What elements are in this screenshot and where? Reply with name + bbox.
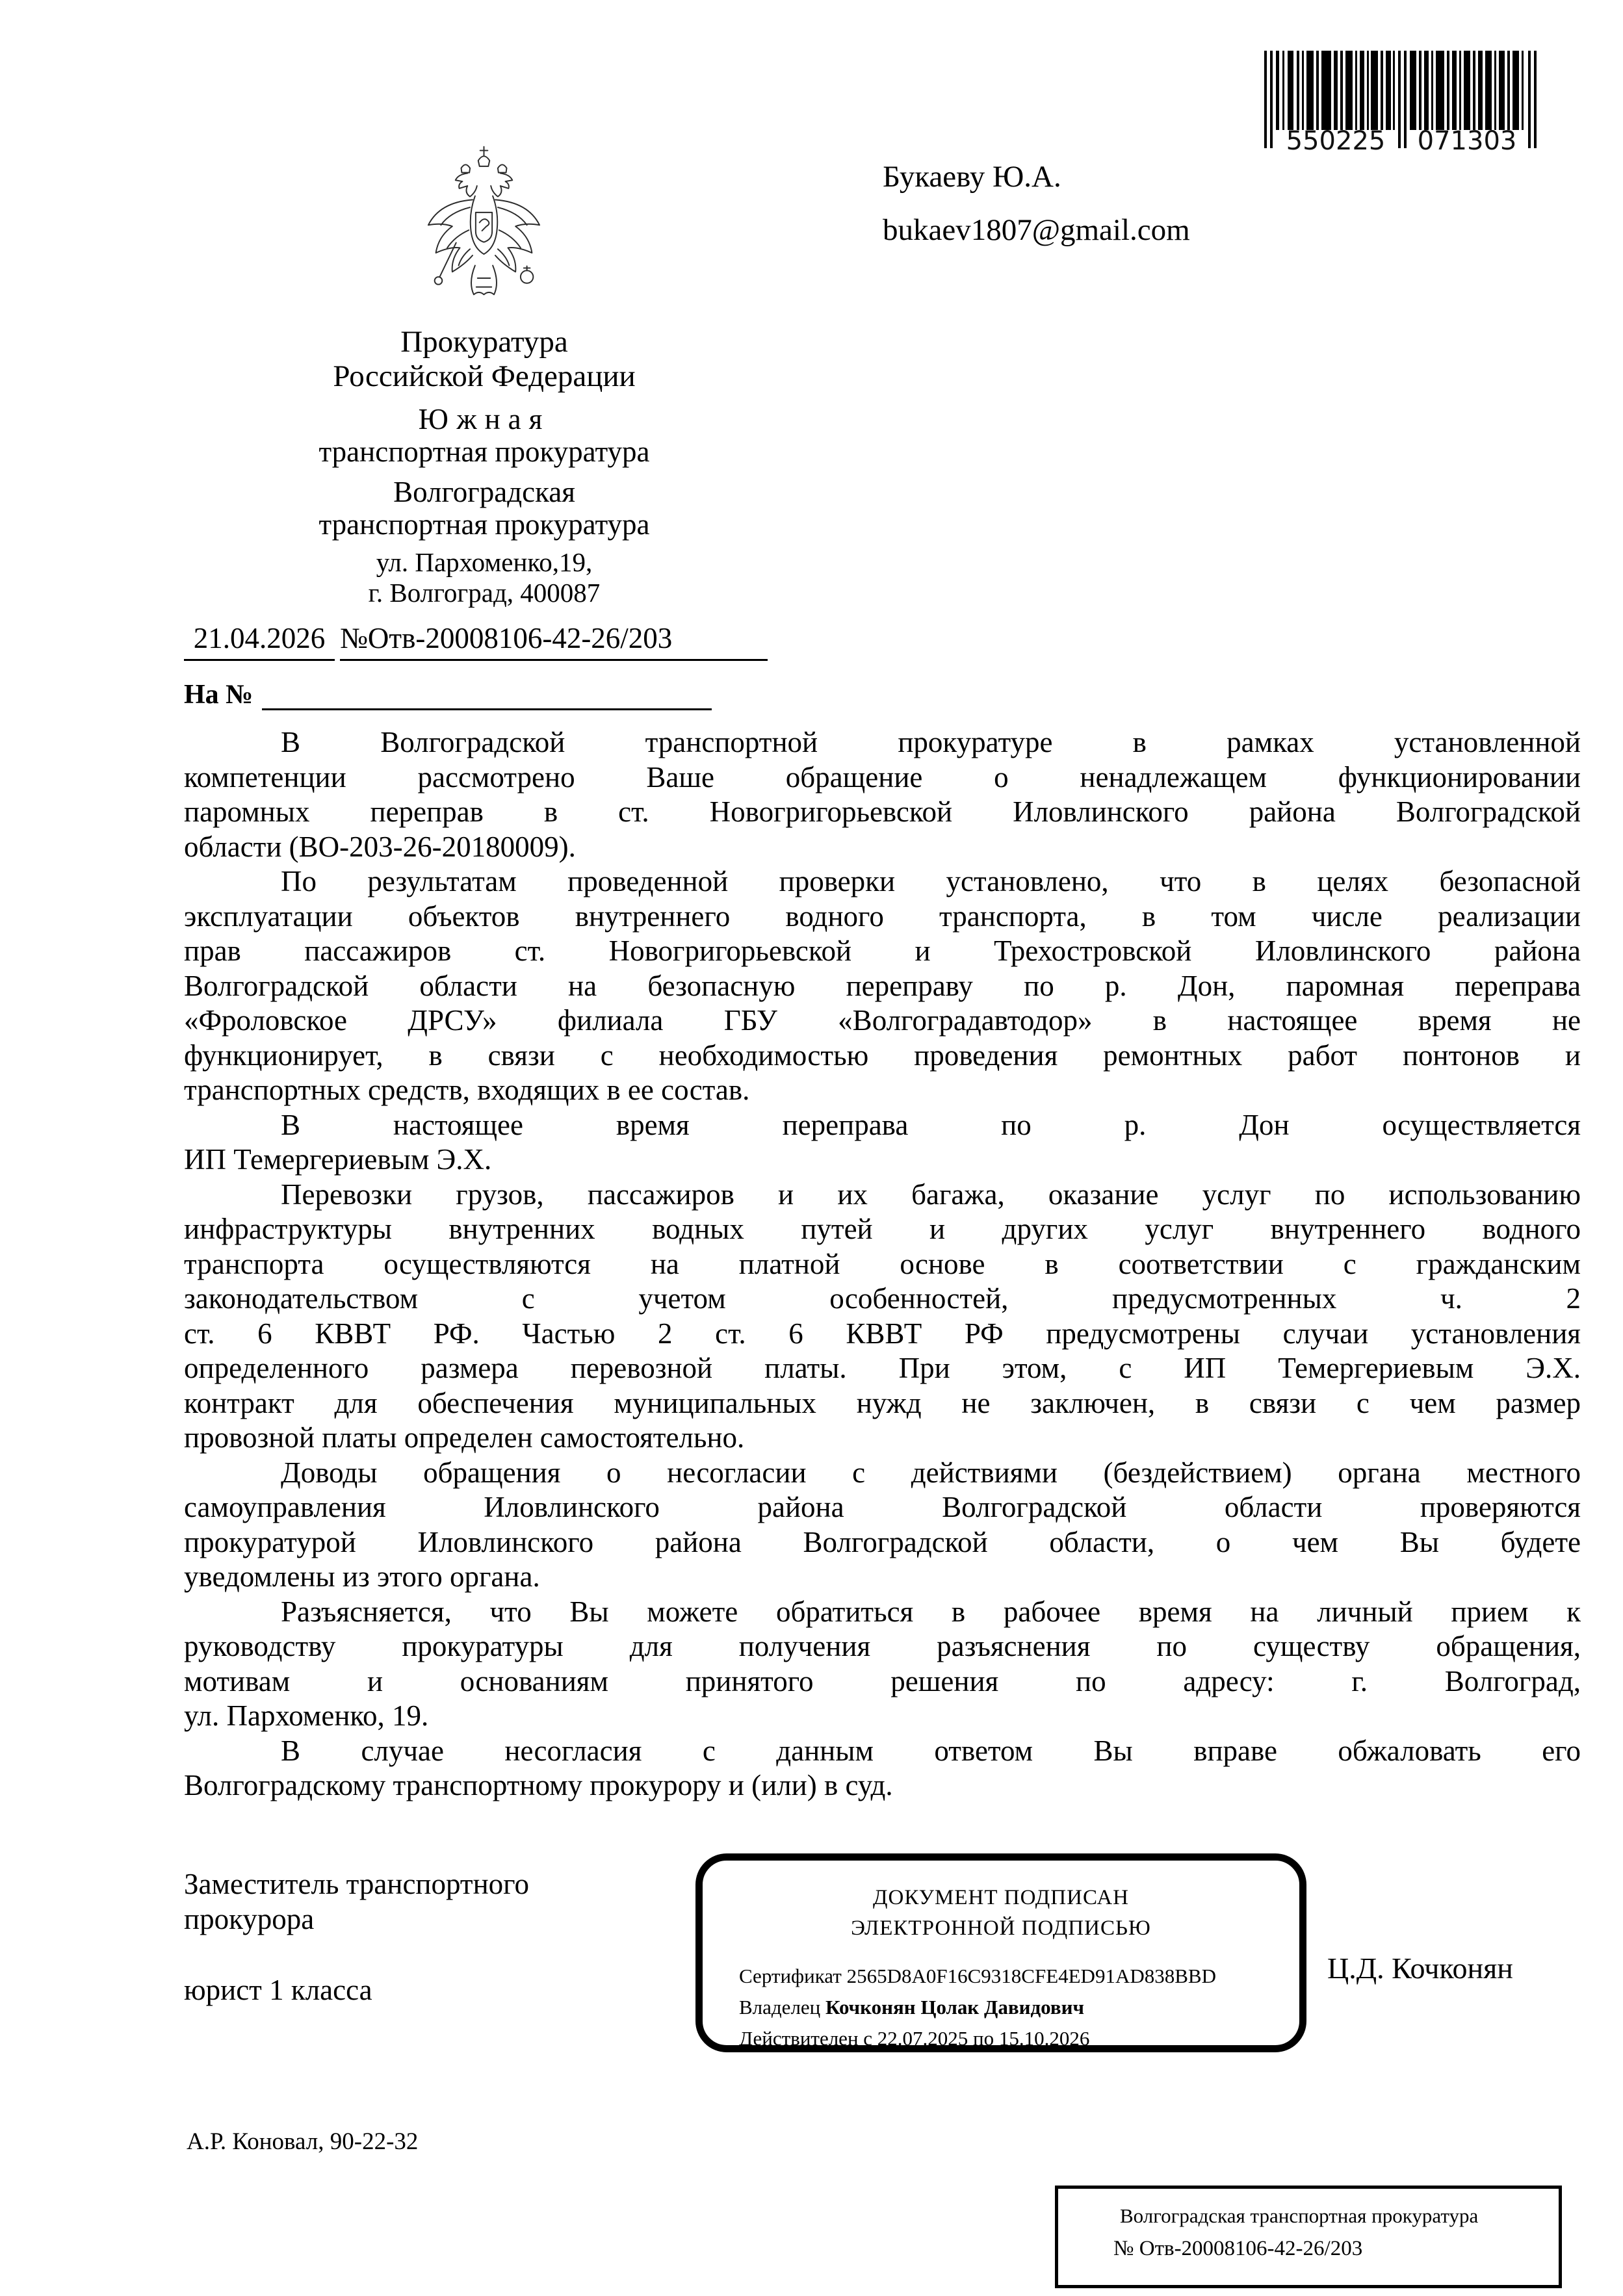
registration-org: Волгоградская транспортная прокуратура	[1120, 2204, 1479, 2227]
body-line: провозной платы определен самостоятельно.	[184, 1421, 745, 1454]
body-line: «Фроловское ДРСУ» филиала ГБУ «Волгоградавтодор» в настоящее время не	[184, 1004, 1581, 1037]
body-line: уведомлены из этого органа.	[184, 1560, 540, 1593]
body-line: Волгоградской области на безопасную переправу по р. Дон, паромная переправа	[184, 969, 1581, 1002]
barcode-bars	[1264, 51, 1540, 152]
org-name-line2: Российской Федерации	[333, 359, 636, 393]
reply-reference-blank	[262, 678, 712, 710]
local-office-line2: транспортная прокуратура	[318, 508, 650, 541]
reply-reference-line	[184, 678, 712, 710]
body-line: ИП Темергериевым Э.Х.	[184, 1143, 492, 1176]
body-line: транспортных средств, входящих в ее состав.	[184, 1074, 750, 1106]
registration-number: № Отв-20008106-42-26/203	[1113, 2237, 1363, 2260]
body-line: транспорта осуществляются на платной основе в соответствии с гражданским	[184, 1247, 1581, 1280]
body-line: В случае несогласия с данным ответом Вы вправе обжаловать его	[281, 1734, 1581, 1767]
barcode-digits-left: 550225	[1286, 126, 1386, 152]
document-date: 21.04.2026	[184, 621, 335, 661]
local-office-line1: Волгоградская	[393, 476, 575, 508]
body-line: компетенции рассмотрено Ваше обращение о ненадлежащем функционировании	[184, 760, 1581, 793]
signer-name: Ц.Д. Кочконян	[1327, 1952, 1513, 1985]
body-line: мотивам и основаниям принятого решения по адресу: г. Волгоград,	[184, 1664, 1581, 1697]
body-line: В настоящее время переправа по р. Дон осуществляется	[281, 1108, 1581, 1141]
barcode-digits-right: 071303	[1417, 126, 1517, 152]
branch-name-line2: транспортная прокуратура	[318, 435, 650, 468]
body-line: прокуратурой Иловлинского района Волгоградской области, о чем Вы будете	[184, 1525, 1581, 1558]
body-line: ул. Пархоменко, 19.	[184, 1699, 429, 1732]
body-line: руководству прокуратуры для получения разъяснения по существу обращения,	[184, 1630, 1581, 1662]
body-line: прав пассажиров ст. Новогригорьевской и Трехостровской Иловлинского района	[184, 935, 1581, 967]
org-name-line1: Прокуратура	[400, 325, 568, 359]
reference-line	[184, 621, 768, 661]
signer-position-line2: прокурора	[184, 1903, 315, 1935]
body-line: эксплуатации объектов внутреннего водного транспорта, в том числе реализации	[184, 899, 1581, 933]
body-line: Перевозки грузов, пассажиров и их багажа, оказание услуг по использованию	[281, 1178, 1581, 1211]
body-text	[184, 725, 1581, 1803]
reply-reference-label: На №	[184, 680, 253, 710]
executor-contact: А.Р. Коновал, 90-22-32	[187, 2128, 419, 2155]
body-line: По результатам проведенной проверки установлено, что в целях безопасной	[281, 865, 1581, 897]
stamp-validity: Действителен с 22.07.2025 по 15.10.2026	[739, 2027, 1090, 2050]
body-line: Разъясняется, что Вы можете обратиться в рабочее время на личный прием к	[281, 1595, 1581, 1628]
body-line: паромных переправ в ст. Новогригорьевской Иловлинского района Волгоградской	[184, 795, 1581, 828]
body-line: В Волгоградской транспортной прокуратуре в рамках установленной	[281, 726, 1581, 758]
body-line: инфраструктуры внутренних водных путей и других услуг внутреннего водного	[184, 1213, 1581, 1245]
digital-signature-stamp	[695, 1853, 1306, 2052]
body-line: области (ВО-203-26-20180009).	[184, 830, 576, 863]
branch-name-line1: Южная	[418, 403, 551, 435]
barcode	[1264, 51, 1540, 152]
stamp-owner: Владелец Кочконян Цолак Давидович	[739, 1996, 1084, 2019]
stamp-certificate: Сертификат 2565D8A0F16C9318CFE4ED91AD838BBD	[739, 1965, 1216, 1987]
recipient-block	[883, 160, 1190, 247]
document-number: №Отв-20008106-42-26/203	[340, 621, 768, 661]
stamp-title-line1: ДОКУМЕНТ ПОДПИСАН	[872, 1886, 1130, 1909]
body-line: Доводы обращения о несогласии с действиями (бездействием) органа местного	[281, 1456, 1581, 1489]
signer-position-line1: Заместитель транспортного	[184, 1868, 529, 1900]
body-line: Волгоградскому транспортному прокурору и (или) в суд.	[184, 1769, 893, 1801]
stamp-title-line2: ЭЛЕКТРОННОЙ ПОДПИСЬЮ	[851, 1916, 1151, 1940]
registration-stamp-box	[1055, 2186, 1562, 2288]
body-line: контракт для обеспечения муниципальных нужд не заключен, в связи с чем размер	[184, 1386, 1581, 1419]
body-line: самоуправления Иловлинского района Волгоградской области проверяются	[184, 1491, 1581, 1523]
address-city: г. Волгоград, 400087	[368, 578, 601, 608]
signer-rank: юрист 1 класса	[184, 1974, 372, 2006]
letterhead	[224, 325, 744, 608]
signer-position	[184, 1866, 529, 1937]
recipient-email: bukaev1807@gmail.com	[883, 213, 1190, 247]
body-line: определенного размера перевозной платы. При этом, с ИП Темергериевым Э.Х.	[184, 1352, 1581, 1384]
body-line: законодательством с учетом особенностей, предусмотренных ч. 2	[184, 1282, 1581, 1315]
body-line: функционирует, в связи с необходимостью проведения ремонтных работ понтонов и	[184, 1038, 1581, 1072]
body-line: ст. 6 КВВТ РФ. Частью 2 ст. 6 КВВТ РФ предусмотрены случаи установления	[184, 1317, 1581, 1350]
address-street: ул. Пархоменко,19,	[376, 547, 593, 577]
coat-of-arms-emblem	[414, 140, 554, 324]
recipient-name: Букаеву Ю.А.	[883, 160, 1061, 194]
